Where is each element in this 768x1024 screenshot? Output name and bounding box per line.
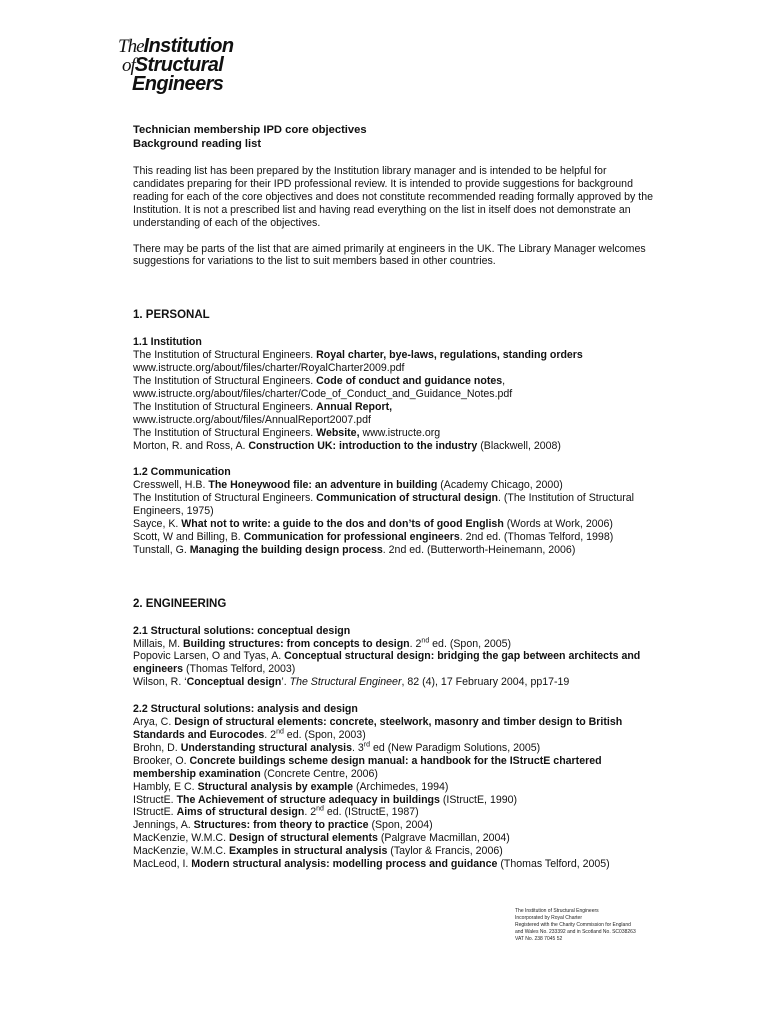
document-title: Technician membership IPD core objectives	[133, 124, 367, 136]
reading-entry: IStructE. Aims of structural design. 2nd ed. (IStructE, 1987)	[133, 805, 419, 819]
logo-line-1: TheInstitution	[118, 35, 234, 57]
reading-entry: The Institution of Structural Engineers. Communication of structural design. (The Institution of Structural Engineers, 1975)	[133, 492, 635, 518]
footer-line: Incorporated by Royal Charter	[515, 915, 582, 921]
reading-entry: MacKenzie, W.M.C. Examples in structural analysis (Taylor & Francis, 2006)	[133, 845, 503, 858]
reading-entry: Morton, R. and Ross, A. Construction UK: introduction to the industry (Blackwell, 2008)	[133, 439, 561, 452]
reading-entry: Brooker, O. Concrete buildings scheme design manual: a handbook for the IStructE chartered membership examination (Concrete Centre, 2006)	[133, 754, 602, 780]
reading-url: www.istructe.org/about/files/charter/RoyalCharter2009.pdf	[133, 362, 405, 375]
reading-entry: Hambly, E C. Structural analysis by example (Archimedes, 1994)	[133, 780, 449, 793]
section-heading-engineering: 2. ENGINEERING	[133, 597, 227, 610]
logo-line-2: ofStructural	[122, 54, 224, 76]
reading-entry: Wilson, R. ‘Conceptual design’. The Structural Engineer, 82 (4), 17 February 2004, pp17-19	[133, 676, 570, 689]
subsection-heading-communication: 1.2 Communication	[133, 466, 231, 479]
reading-entry: The Institution of Structural Engineers. Annual Report,	[133, 400, 393, 413]
reading-entry: The Institution of Structural Engineers. Website, www.istructe.org	[133, 426, 441, 439]
footer-line: Registered with the Charity Commission for England	[515, 922, 631, 928]
section-heading-personal: 1. PERSONAL	[133, 309, 210, 322]
intro-paragraph-2: There may be parts of the list that are aimed primarily at engineers in the UK. The Library Manager welcomes suggestions for variations to the list to suit members based in other countries.	[133, 242, 646, 268]
footer-line: and Wales No. 233392 and in Scotland No. SC038263	[515, 929, 636, 935]
reading-entry: Tunstall, G. Managing the building design process. 2nd ed. (Butterworth-Heinemann, 2006)	[133, 543, 576, 556]
reading-entry: Jennings, A. Structures: from theory to practice (Spon, 2004)	[133, 819, 433, 832]
reading-entry: The Institution of Structural Engineers. Royal charter, bye-laws, regulations, standing orders	[133, 349, 583, 362]
logo-line-3: Engineers	[132, 73, 224, 95]
document-subtitle: Background reading list	[133, 137, 262, 150]
reading-entry: Brohn, D. Understanding structural analysis. 3rd ed (New Paradigm Solutions, 2005)	[133, 741, 541, 754]
reading-entry: Popovic Larsen, O and Tyas, A. Conceptual structural design: bridging the gap between architects and engineers (Thomas Telford, 2003)	[133, 650, 641, 676]
reading-entry: IStructE. The Achievement of structure adequacy in buildings (IStructE, 1990)	[133, 793, 518, 806]
subsection-heading-institution: 1.1 Institution	[133, 336, 202, 349]
intro-paragraph-1: This reading list has been prepared by the Institution library manager and is intended to be helpful for candidates preparing for their IPD professional review. It is intended to provide suggestions for background reading for each of the core objectives and does not constitute recommended reading formally approved by the Institution. It is not a prescribed list and having read everything on the list in itself does not demonstrate an understanding of each of the objectives.	[133, 165, 653, 229]
subsection-heading-analysis-design: 2.2 Structural solutions: analysis and design	[133, 703, 358, 716]
footer-registration-info	[515, 908, 665, 943]
reading-entry: Sayce, K. What not to write: a guide to the dos and don’ts of good English (Words at Work, 2006)	[133, 518, 613, 531]
reading-entry: The Institution of Structural Engineers. Code of conduct and guidance notes,	[133, 374, 506, 387]
reading-url: www.istructe.org/about/files/charter/Code_of_Conduct_and_Guidance_Notes.pdf	[133, 387, 513, 400]
reading-entry: MacLeod, I. Modern structural analysis: modelling process and guidance (Thomas Telford, 2005)	[133, 858, 610, 871]
reading-entry: Millais, M. Building structures: from concepts to design. 2nd ed. (Spon, 2005)	[133, 637, 512, 650]
reading-entry: Arya, C. Design of structural elements: concrete, steelwork, masonry and timber design to British Standards and Eurocodes. 2nd ed. (Spon, 2003)	[133, 716, 623, 741]
reading-url: www.istructe.org/about/files/AnnualReport2007.pdf	[133, 413, 371, 426]
reading-entry: Cresswell, H.B. The Honeywood file: an adventure in building (Academy Chicago, 2000)	[133, 479, 563, 492]
reading-entry: MacKenzie, W.M.C. Design of structural elements (Palgrave Macmillan, 2004)	[133, 832, 510, 845]
footer-line: VAT No. 238 7045 52	[515, 936, 563, 942]
reading-entry: Scott, W and Billing, B. Communication for professional engineers. 2nd ed. (Thomas Telford, 1998)	[133, 530, 614, 543]
subsection-heading-conceptual-design: 2.1 Structural solutions: conceptual design	[133, 624, 351, 637]
institution-logo	[118, 36, 234, 93]
footer-line: The Institution of Structural Engineers	[515, 908, 599, 914]
document-body	[133, 124, 653, 871]
